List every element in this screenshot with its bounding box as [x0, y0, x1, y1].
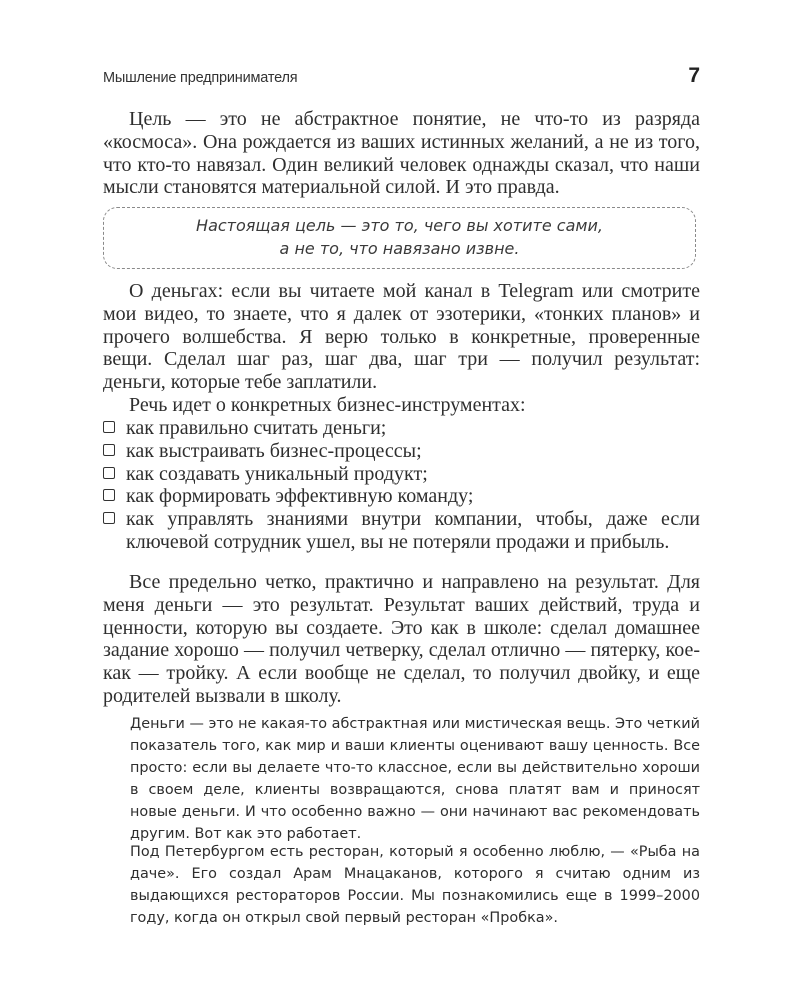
list-item [103, 508, 700, 554]
list-item-text: как выстраивать бизнес-процессы; [126, 439, 422, 462]
checkbox-icon [103, 489, 115, 501]
running-head [103, 66, 700, 90]
paragraph-text: Деньги — это не какая-то абстрактная или мистическая вещь. Это четкий показатель того, как мир и ваши клиенты оценивают вашу ценность. Все просто: если вы делаете что-то классное, если вы действительно хороши в своем деле, клиенты возвращаются, снова платят вам и приносят новые деньги. И что особенно важно — они начинают вас рекомендовать другим. Вот как это работает. [130, 716, 700, 842]
checkbox-icon [103, 512, 115, 524]
list-item [103, 440, 700, 463]
list-item [103, 485, 700, 508]
list-item [103, 463, 700, 486]
sidebar-text-restaurant [130, 841, 700, 929]
paragraph-text: Под Петербургом есть ресторан, который я особенно люблю, — «Рыба на даче». Его создал Арам Мнацаканов, которого я считаю одним из выдающихся рестораторов России. Мы познакомились еще в 1999–2000 году, когда он открыл свой первый ресторан «Пробка». [130, 844, 700, 926]
paragraph-money [103, 280, 700, 394]
checklist [103, 417, 700, 554]
list-item-text: как формировать эффективную команду; [126, 485, 474, 508]
paragraph-goal [103, 108, 700, 199]
list-item-text: как управлять знаниями внутри компании, чтобы, даже если ключевой сотрудник ушел, вы не потеряли продажи и прибыль. [126, 508, 700, 553]
paragraph-text: Речь идет о конкретных бизнес-инструментах: [129, 394, 526, 416]
list-item-text: как правильно считать деньги; [126, 417, 387, 439]
list-item-text: как создавать уникальный продукт; [126, 462, 428, 485]
paragraph-tools-intro [103, 394, 700, 417]
running-title: Мышление предпринимателя [103, 70, 298, 86]
checkbox-icon [103, 421, 115, 433]
list-item [103, 417, 700, 440]
page-number: 7 [688, 64, 700, 87]
sidebar-text-money [130, 713, 700, 845]
paragraph-text: Все предельно четко, практично и направлено на результат. Для меня деньги — это результат. Результат ваших действий, труда и ценности, которую вы создаете. Это как в школе: сделал домашнее задание хорошо — получил четверку, сделал отлично — пятерку, кое-как — тройку. А если вообще не сделал, то получил двойку, и еще родителей вызвали в школу. [103, 571, 700, 707]
paragraph-text: Цель — это не абстрактное понятие, не что-то из разряда «космоса». Она рождается из ваших истинных желаний, а не из того, что кто-то навязал. Один великий человек однажды сказал, что наши мысли становятся материальной силой. И это правда. [103, 108, 700, 199]
callout-line-1: Настоящая цель — это то, чего вы хотите сами, [196, 216, 603, 235]
callout-line-2: а не то, что навязано извне. [279, 239, 520, 258]
callout-box [103, 207, 696, 269]
paragraph-result [103, 571, 700, 708]
checkbox-icon [103, 467, 115, 479]
paragraph-text: О деньгах: если вы читаете мой канал в Telegram или смотрите мои видео, то знаете, что я далек от эзотерики, «тонких планов» и прочего волшебства. Я верю только в конкретные, проверенные вещи. Сделал шаг раз, шаг два, шаг три — получил результат: деньги, которые тебе заплатили. [103, 280, 700, 394]
checkbox-icon [103, 444, 115, 456]
